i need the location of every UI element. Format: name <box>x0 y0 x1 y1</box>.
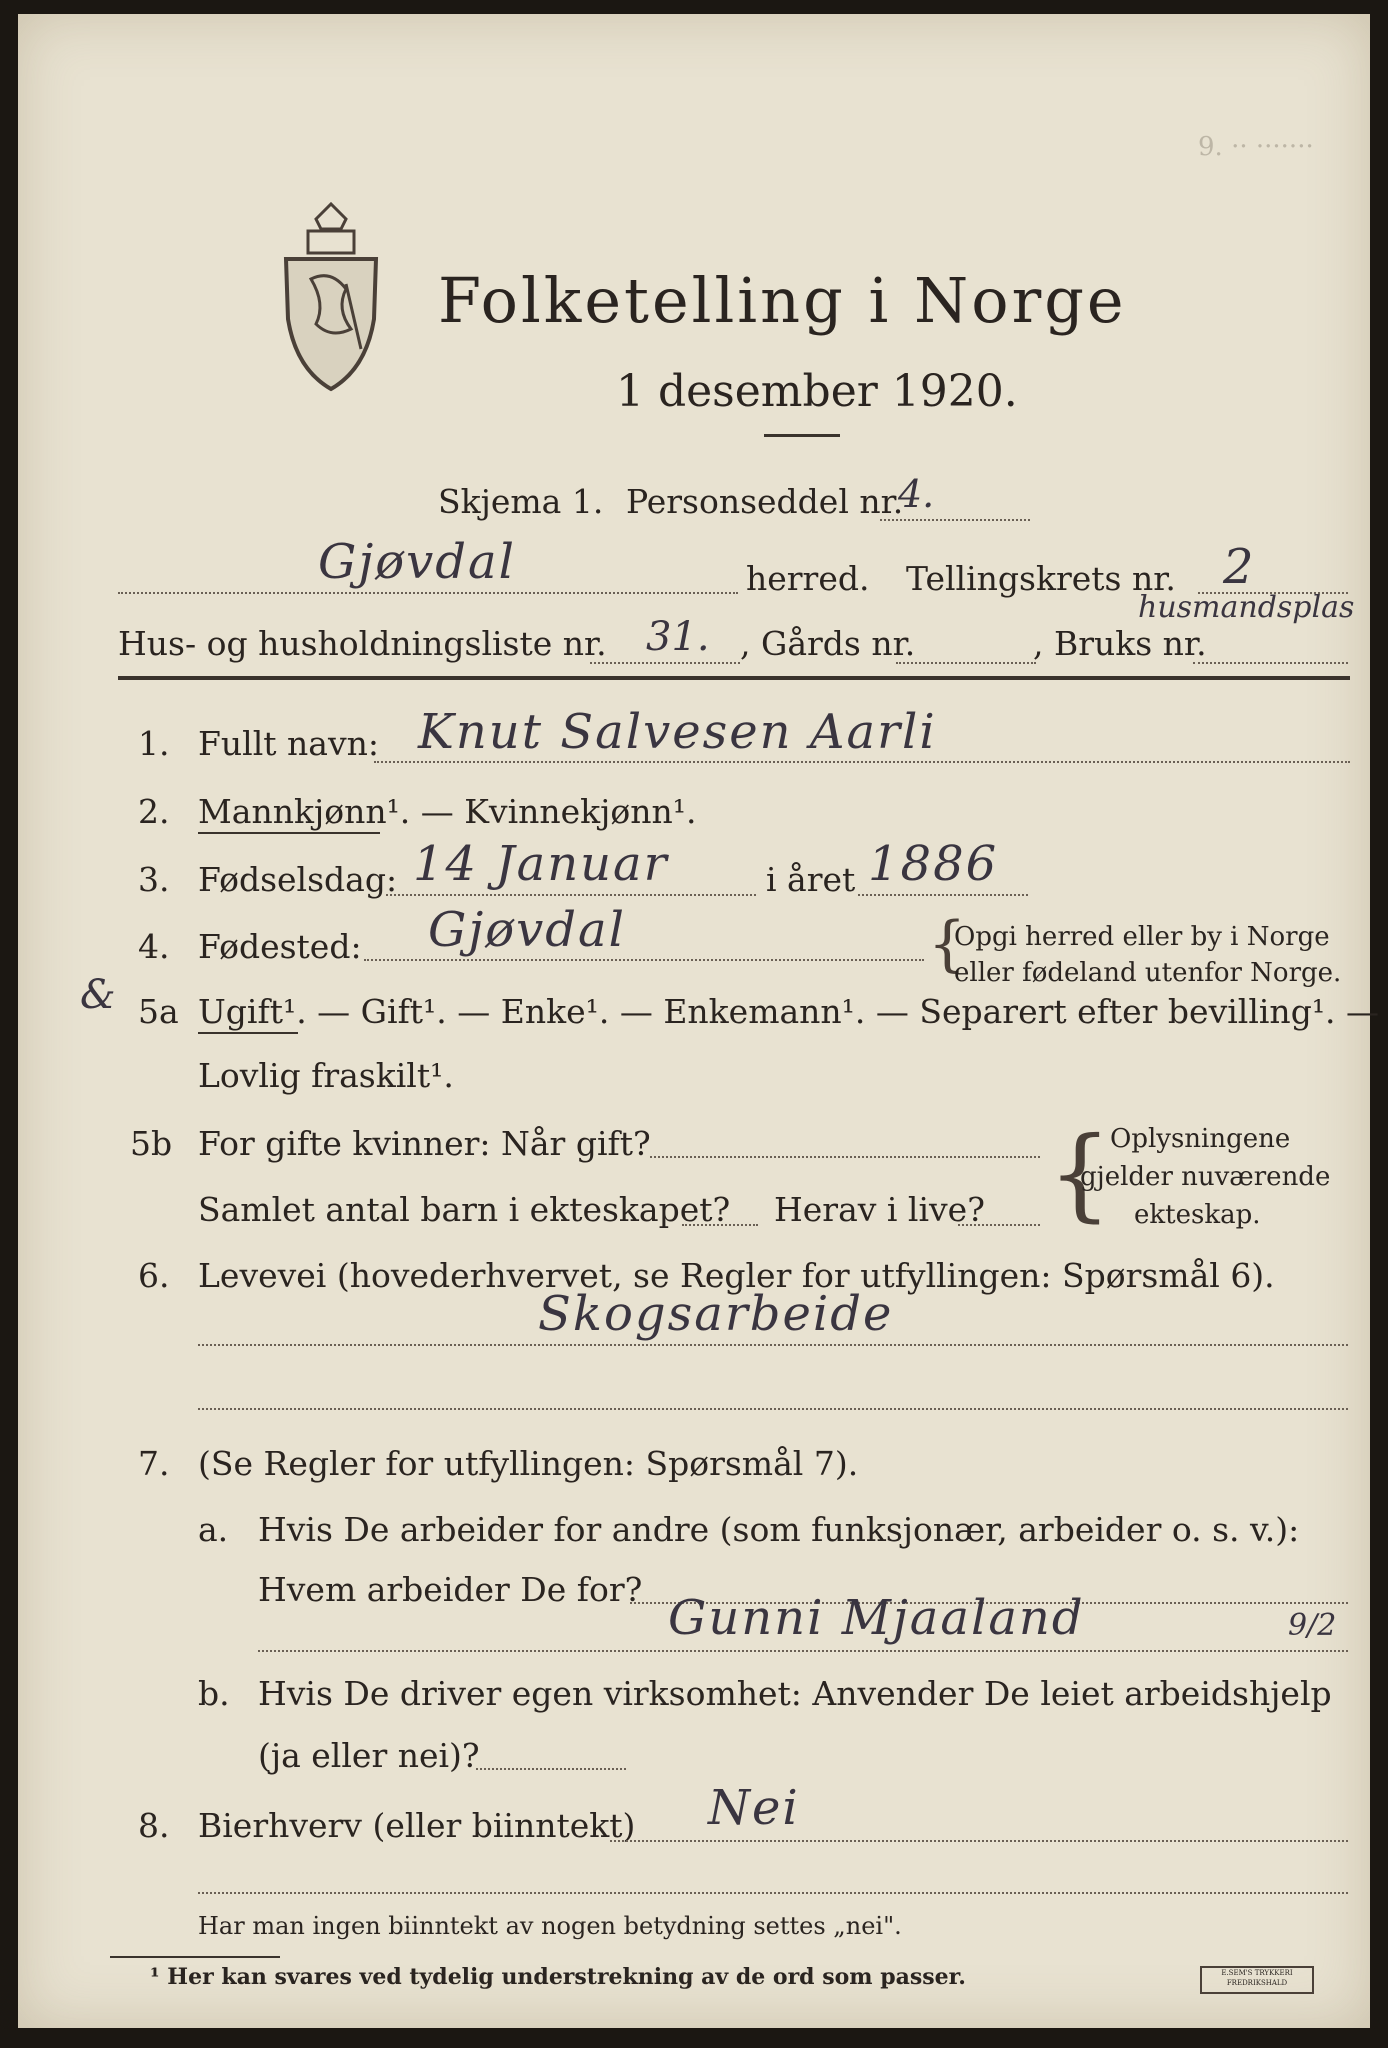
q3-number: 3. <box>138 860 170 899</box>
q6-field-line-1 <box>198 1344 1348 1346</box>
q5b-brace: { <box>1048 1115 1112 1232</box>
personseddel-label: Personseddel nr. <box>626 482 904 521</box>
q7a-label-line-1: Hvis De arbeider for andre (som funksjonær, arbeider o. s. v.): <box>258 1510 1300 1549</box>
header-divider <box>118 676 1350 680</box>
q6-label: Levevei (hovederhvervet, se Regler for utfyllingen: Spørsmål 6). <box>198 1256 1275 1295</box>
footnote-divider <box>110 1956 280 1958</box>
q5a-underline-ugift <box>198 1032 298 1034</box>
q3-field-line <box>386 894 756 896</box>
q5b-note-line-1: Oplysningene <box>1110 1124 1291 1154</box>
personseddel-field-line <box>880 519 1030 521</box>
coat-of-arms-icon <box>276 199 386 399</box>
q4-note-line-2: eller fødeland utenfor Norge. <box>954 958 1342 988</box>
q3-year-label: i året <box>766 860 856 899</box>
q4-value: Gjøvdal <box>428 902 626 958</box>
q3-value: 14 Januar <box>413 836 669 892</box>
tellingskrets-value: 2 <box>1223 539 1256 595</box>
q1-label: Fullt navn: <box>198 724 379 763</box>
q5b-alive-field-line <box>958 1224 1040 1226</box>
q3-label: Fødselsdag: <box>198 860 398 899</box>
census-form-sheet <box>18 14 1380 2028</box>
hus-value: 31. <box>646 614 710 660</box>
printer-stamp-text: E.SEM'S TRYKKERI FREDRIKSHALD <box>1221 1969 1293 1987</box>
q5b-note-line-3: ekteskap. <box>1134 1200 1261 1230</box>
bruks-label: , Bruks nr. <box>1033 624 1207 663</box>
q6-number: 6. <box>138 1256 170 1295</box>
q8-value: Nei <box>708 1780 800 1836</box>
q4-note-line-1: Opgi herred eller by i Norge <box>954 922 1330 952</box>
q5a-label: Ugift¹. — Gift¹. — Enke¹. — Enkemann¹. — Separert efter bevilling¹. — <box>198 992 1380 1031</box>
q1-value: Knut Salvesen Aarli <box>418 704 937 760</box>
q7a-label-line-2: Hvem arbeider De for? <box>258 1570 643 1609</box>
personseddel-value: 4. <box>898 472 935 516</box>
q5a-number: 5a <box>138 992 179 1031</box>
q3-year-field-line <box>858 894 1028 896</box>
q4-field-line <box>364 959 924 961</box>
q1-number: 1. <box>138 724 170 763</box>
q5b-number: 5b <box>130 1124 173 1163</box>
q8-label: Bierhverv (eller biinntekt) <box>198 1806 636 1845</box>
herred-value: Gjøvdal <box>318 534 516 590</box>
bruks-note: husmandsplas <box>1138 590 1355 625</box>
q7b-label-line-1: Hvis De driver egen virksomhet: Anvender De leiet arbeidshjelp <box>258 1674 1332 1713</box>
q1-field-line <box>374 761 1350 763</box>
gards-field-line <box>896 662 1036 664</box>
q7-number: 7. <box>138 1444 170 1483</box>
q6-field-line-2 <box>198 1408 1348 1410</box>
skjema-label: Skjema 1. <box>438 482 604 521</box>
q8-field-line-1 <box>610 1840 1348 1842</box>
q6-value: Skogsarbeide <box>538 1286 894 1342</box>
q8-field-line-2 <box>198 1892 1348 1894</box>
q2-number: 2. <box>138 792 170 831</box>
q5a-label-continued: Lovlig fraskilt¹. <box>198 1056 454 1095</box>
q7-label: (Se Regler for utfyllingen: Spørsmål 7). <box>198 1444 859 1483</box>
q7b-field-line <box>476 1768 626 1770</box>
q8-number: 8. <box>138 1806 170 1845</box>
herred-field-line <box>118 592 738 594</box>
q5b-note-line-2: gjelder nuværende <box>1080 1162 1331 1192</box>
q4-label: Fødested: <box>198 927 362 966</box>
printer-stamp <box>1200 1966 1314 1994</box>
q5b-label-children: Samlet antal barn i ekteskapet? <box>198 1190 731 1229</box>
q3-year-value: 1886 <box>868 836 999 892</box>
form-date: 1 desember 1920. <box>616 366 1018 417</box>
gards-label: , Gårds nr. <box>740 624 916 663</box>
q7a-value: Gunni Mjaaland <box>668 1590 1085 1646</box>
hus-field-line <box>590 662 740 664</box>
footnote: ¹ Her kan svares ved tydelig understrekning av de ord som passer. <box>150 1964 966 1990</box>
bruks-field-line <box>1193 662 1348 664</box>
q7b-label-line-2: (ja eller nei)? <box>258 1736 480 1775</box>
herred-label: herred. <box>746 559 870 598</box>
q4-brace: { <box>928 909 967 979</box>
q7b-letter: b. <box>198 1674 230 1713</box>
q4-number: 4. <box>138 927 170 966</box>
q7a-field-line-2 <box>258 1650 1348 1652</box>
q7a-letter: a. <box>198 1510 229 1549</box>
q5b-when-married-field-line <box>650 1156 1040 1158</box>
q2-label: Mannkjønn¹. — Kvinnekjønn¹. <box>198 792 697 831</box>
q5b-label-alive: Herav i live? <box>774 1190 985 1229</box>
hus-label: Hus- og husholdningsliste nr. <box>118 624 607 663</box>
q7a-value-note: 9/2 <box>1288 1608 1337 1643</box>
biinntekt-note: Har man ingen biinntekt av nogen betydning settes „nei". <box>198 1912 902 1940</box>
q5a-margin-mark: & <box>80 972 116 1018</box>
form-title: Folketelling i Norge <box>438 264 1127 337</box>
title-divider <box>764 434 840 437</box>
tellingskrets-label: Tellingskrets nr. <box>906 559 1176 598</box>
q5b-label-when-married: For gifte kvinner: Når gift? <box>198 1124 651 1163</box>
bleed-through-text: 9. ·· ······· <box>1198 132 1314 162</box>
q5b-children-field-line <box>682 1224 758 1226</box>
q2-underline-mannkjonn <box>198 832 380 834</box>
